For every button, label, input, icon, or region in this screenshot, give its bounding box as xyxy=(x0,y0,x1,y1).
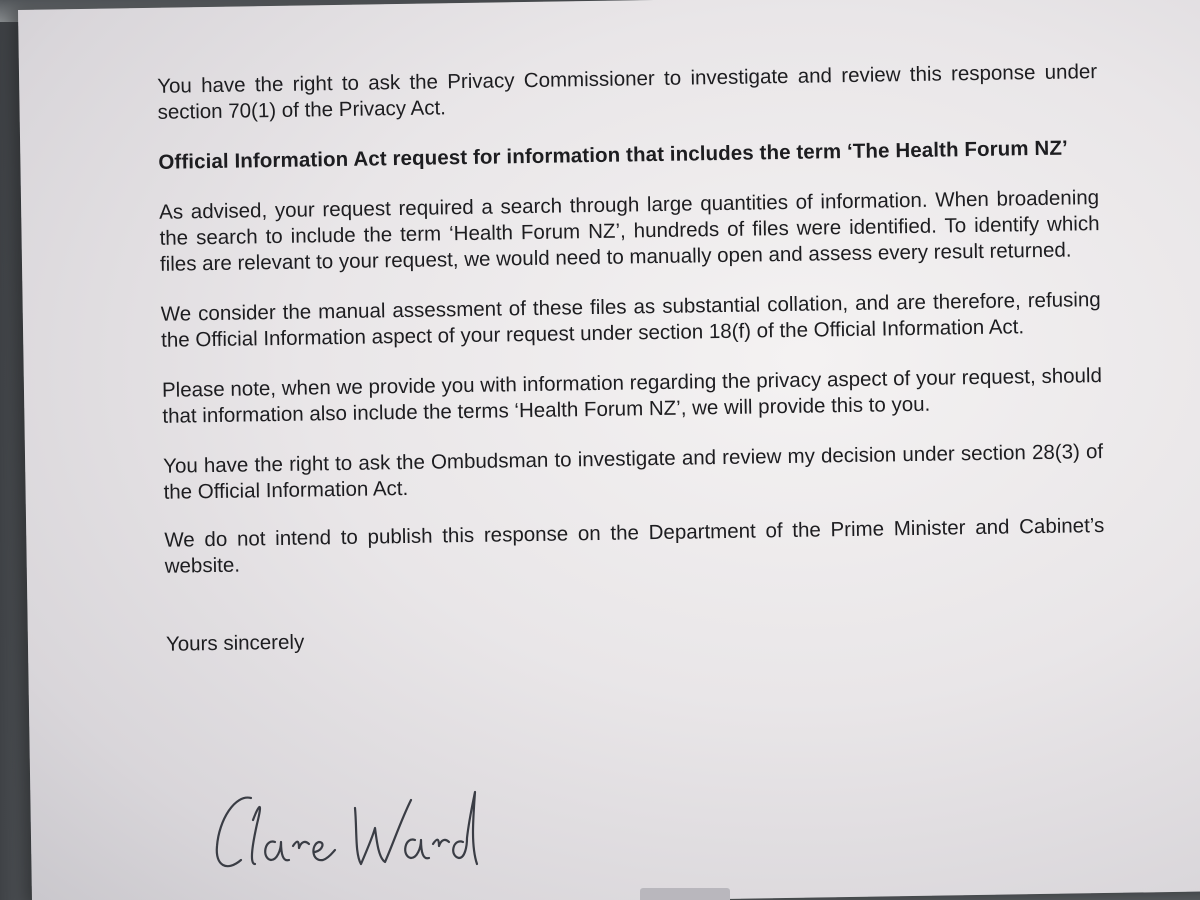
oia-request-heading: Official Information Act request for information that includes the term ‘The Health Forum NZ’ xyxy=(158,136,1068,174)
closing-salutation: Yours sincerely xyxy=(165,630,305,656)
ombudsman-review-paragraph: You have the right to ask the Ombudsman to investigate and review my decision under section 28(3) of the Official Information Act. xyxy=(163,440,1104,504)
letter-page xyxy=(18,0,1200,900)
refusal-paragraph: We consider the manual assessment of these files as substantial collation, and are therefore, refusing the Official Information aspect of your request under section 18(f) of the Official Information Act. xyxy=(160,288,1101,352)
letter-body xyxy=(157,59,1106,682)
publication-paragraph: We do not intend to publish this response on the Department of the Prime Minister and Cabinet’s website. xyxy=(164,514,1105,578)
privacy-review-paragraph: You have the right to ask the Privacy Commissioner to investigate and review this response under section 70(1) of the Privacy Act. xyxy=(157,60,1098,124)
privacy-note-paragraph: Please note, when we provide you with information regarding the privacy aspect of your request, should that information also include the terms ‘Health Forum NZ’, we will provide this to you. xyxy=(161,364,1103,428)
handwritten-signature xyxy=(205,780,505,890)
search-scope-paragraph: As advised, your request required a search through large quantities of information. When broadening the search to include the term ‘Health Forum NZ’, hundreds of files were identified. To identify which files are relevant to your request, we would need to manually open and assess every result returned. xyxy=(159,186,1100,276)
paper-tab xyxy=(640,888,730,900)
